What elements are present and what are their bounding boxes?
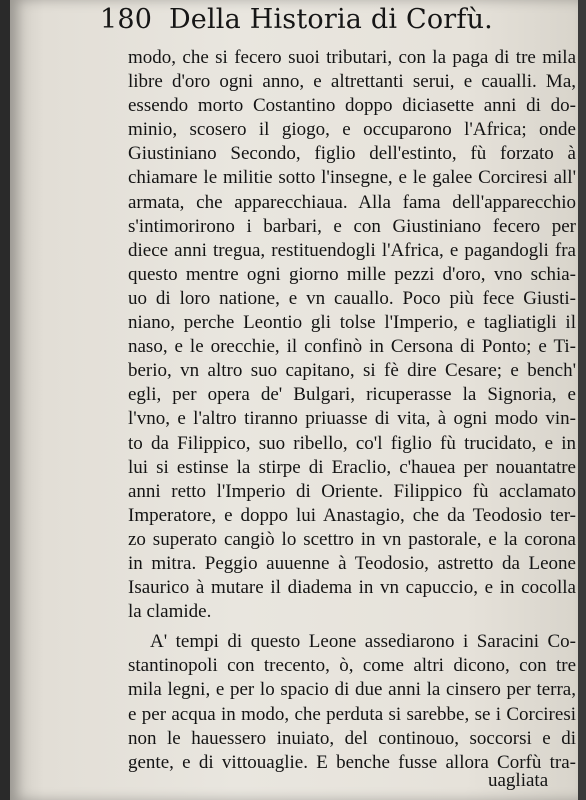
text-line: l'vno, e l'altro tiranno priuasse di vita, à ogni modo vin- xyxy=(128,408,576,430)
paragraph-2 xyxy=(128,630,576,775)
text-line: anni retto l'Imperio di Oriente. Filippico fù acclamato xyxy=(128,480,576,502)
text-line: stantinopoli con trecento, ò, come altri dicono, con tre xyxy=(128,655,576,677)
running-header xyxy=(100,4,540,44)
text-line: la clamide. xyxy=(128,601,212,623)
text-line: non le hauessero inuiato, del continouo, soccorsi e di xyxy=(128,727,576,749)
text-line: modo, che si fecero suoi tributari, con la paga di tre mila xyxy=(128,47,576,68)
text-line: berio, vn altro suo capitano, si fè dire Cesare; e bench' xyxy=(128,360,576,382)
text-line: mila legni, e per lo spacio di due anni la cinsero per terra, xyxy=(128,679,576,701)
text-line: gente, e di vittouaglie. E benche fusse allora Corfù tra- xyxy=(128,751,576,773)
text-line: lui si estinse la stirpe di Eraclio, c'haueа per nouantatre xyxy=(128,456,576,478)
paragraph-1 xyxy=(128,46,576,624)
page-edge-shadow xyxy=(578,0,586,800)
text-line: naso, e le orecchie, il confinò in Cersona di Ponto; e Ti- xyxy=(128,336,576,358)
text-line: to da Filippico, suo ribello, co'l figlio fù trucidato, e in xyxy=(128,432,576,454)
text-line: Isaurico à mutare il diadema in vn capuccio, e in cocolla xyxy=(128,577,576,599)
body-text xyxy=(128,46,576,775)
text-line: niano, perche Leontio gli tolse l'Imperio, e tagliatigli il xyxy=(128,312,576,334)
text-line: diece anni tregua, restituendogli l'Africa, e pagandogli fra xyxy=(128,239,576,261)
text-line: e per acqua in modo, che perduta si sarebbe, se i Corciresi xyxy=(128,703,576,725)
text-line: minio, scosero il giogo, e occuparono l'Africa; onde xyxy=(128,119,576,141)
text-line: armata, che apparecchiaua. Alla fama dell'apparecchio xyxy=(128,191,576,213)
text-line: uo di loro natione, e vn cauallo. Poco più fece Giusti- xyxy=(128,287,576,309)
text-line: libre d'oro ogni anno, e altrettanti serui, e caualli. Ma, xyxy=(128,71,576,93)
text-line: essendo morto Costantino doppo diciasette anni di do- xyxy=(128,95,576,117)
text-line: zo superato cangiò lo scettro in vn pastorale, e la corona xyxy=(128,528,576,550)
text-line: egli, per opera de' Bulgari, ricuperasse la Signoria, e xyxy=(128,384,576,406)
catchword: uagliata xyxy=(488,770,549,791)
text-line: Giustiniano Secondo, figlio dell'estinto, fù forzato à xyxy=(128,143,576,165)
page-number: 180 xyxy=(100,4,153,35)
text-line: Imperatore, e doppo lui Anastagio, che da Teodosio ter- xyxy=(128,504,576,526)
text-line: chiamare le militie sotto l'insegne, e le galee Corciresi all' xyxy=(128,167,576,189)
text-line: questo mentre ogni giorno mille pezzi d'oro, vno schia- xyxy=(128,263,576,285)
text-line: A' tempi di questo Leone assediarono i Saracini Co- xyxy=(150,631,576,653)
running-title: Della Historia di Corfù. xyxy=(168,4,493,35)
text-line: in mitra. Peggio auuenne à Teodosio, astretto da Leone xyxy=(128,552,576,574)
page-binding-shadow xyxy=(0,0,10,800)
text-line: s'intimorirono i barbari, e con Giustiniano fecero per xyxy=(128,215,576,237)
